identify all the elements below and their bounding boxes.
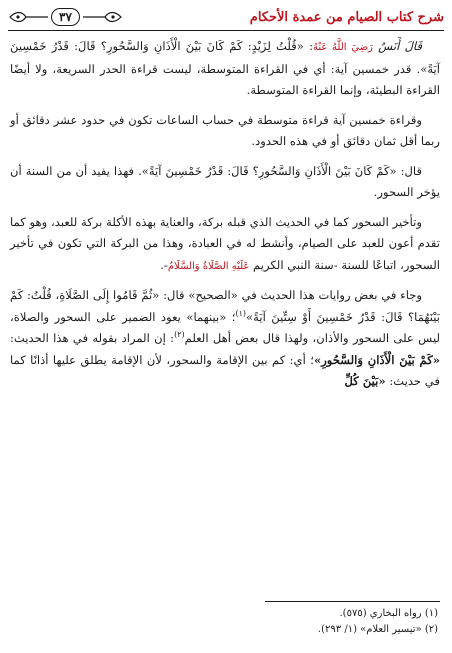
footnote-ref[interactable]: (١) xyxy=(235,308,247,318)
footnote-ref[interactable]: (٢) xyxy=(174,330,185,340)
bold-quote: «بَيْنَ كُلِّ xyxy=(344,374,386,388)
page-number-badge xyxy=(8,8,123,26)
honorific-text: عَلَيْهِ الصَّلَاةُ وَالسَّلَامُ xyxy=(167,260,250,272)
text-run: -. xyxy=(160,257,168,272)
paragraph-3: قال: «كَمْ كَانَ بَيْنَ الْأَذَانِ وَالسَّحُورِ؟ قَالَ: قَدْرُ خَمْسِينَ آيَةً». فهذا يفيد أن من السنة أن يؤخر السحور. xyxy=(10,163,440,199)
paragraph-5 xyxy=(10,285,440,393)
footnotes xyxy=(10,606,438,638)
bold-quote: «كَمْ بَيْنَ الْأَذَانِ وَالسَّحُورِ» xyxy=(313,352,441,367)
footnote-item: (٢) «تيسير العلام» (١/ ٢٩٣). xyxy=(317,624,438,635)
text-run: : إن المراد بقوله في هذا الحديث: xyxy=(10,331,175,345)
running-title: شرح كتاب الصيام من عمدة الأحكام xyxy=(249,9,444,25)
text-run: وجاء في بعض روايات هذا الحديث في «الصحيح» قال: «ثُمَّ قَامُوا إِلَى الصَّلَاةِ، قُلْتُ: كَمْ بَيْنَهُمَا؟ قَالَ: قَدْرُ خَمْسِينَ أَوْ سِتِّينَ آيَةً» xyxy=(10,288,440,324)
ornament-right-icon xyxy=(83,10,123,24)
honorific-text: رَضِيَ اللَّهُ عَنْهُ xyxy=(313,42,373,53)
text-run: : «قُلْتُ لِزَيْدٍ: كَمْ كَانَ بَيْنَ الْأَذَانِ وَالسَّحُورِ؟ قَالَ: قَدْرُ خَمْسِينَ آيَةً». قدر خمسين آية: أي في القراءة المتوسطة، ليست قراءة الحدر السريعة، ولا أيضًا القراءة البطيئة، وإنما القراءة المتوسطة. xyxy=(10,39,440,97)
ornament-left-icon xyxy=(8,10,48,24)
text-run: قَالَ أَنَسٌ xyxy=(372,39,423,53)
text-run: وتأخير السحور كما في الحديث الذي قبله بركة، والعناية بهذه الأكلة بركة للعبد، وهو كما تقدم أعون للعبد على الصيام، وأنشط له في العبادة، وهذا من البركة التي تكون في تأخير السحور، اتباعًا للسنة -سنة النبي الكريم xyxy=(10,214,440,272)
text-run: ؛ أي: كم بين الإقامة والسحور، لأن الإقامة يطلق عليها أذانًا كما في حديث: xyxy=(10,352,440,388)
page-number: ٣٧ xyxy=(51,8,80,26)
footnote-item: (١) رواه البخاري (٥٧٥). xyxy=(339,608,438,619)
body-text xyxy=(10,36,440,401)
header-rule xyxy=(8,30,444,31)
paragraph-2: وقراءة خمسين آية قراءة متوسطة في حساب الساعات تكون في حدود عشر دقائق أو ربما أقل ثمان دقائق أو في هذه الحدود. xyxy=(10,112,440,148)
paragraph-4 xyxy=(10,212,440,278)
paragraph-1 xyxy=(10,36,440,102)
text-run: ؛ «بينهما» يعود الضمير على السحور والصلاة، ليس على السحور والأذان، ولهذا قال بعض أهل العلم xyxy=(10,309,440,345)
footnote-rule xyxy=(265,601,440,602)
page-header xyxy=(8,6,444,28)
